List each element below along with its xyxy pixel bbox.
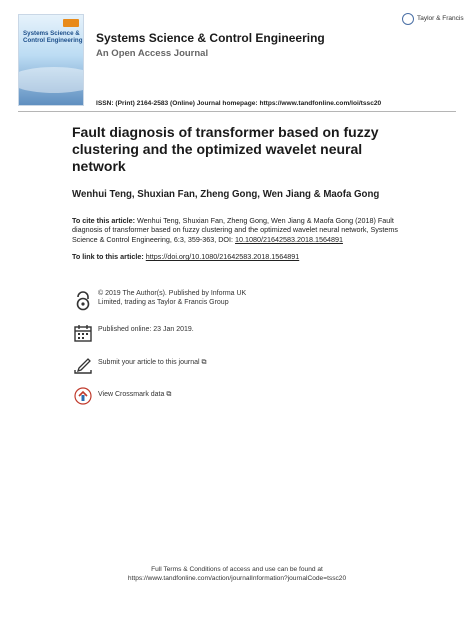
cover-title: Systems Science & Control Engineering [23,30,83,44]
footer [0,566,474,583]
journal-cover [18,14,84,106]
header-divider [18,111,456,112]
publisher-logo-text: Taylor & Francis [417,15,464,22]
footer-terms: Full Terms & Conditions of access and use can be found at [151,566,323,573]
article-link-line [72,252,299,261]
footer-terms-link[interactable]: https://www.tandfonline.com/action/journalInformation?journalCode=tssc20 [127,574,347,582]
cite-text: Wenhui Teng, Shuxian Fan, Zheng Gong, Wen Jiang & Maofa Gong (2018) Fault diagnosis of transformer based on fuzzy clustering and the optimized wavelet neural network, Systems Science & Control Engineering, 6:3, 359-363, DOI: [72,216,398,244]
publisher-logo [402,13,470,29]
license-text: © 2019 The Author(s). Published by Informa UK Limited, trading as Taylor & Francis Group [98,290,247,306]
citation [72,216,422,244]
crossmark-icon [72,386,94,408]
crossmark-link[interactable]: View Crossmark data ⧉ [98,391,172,398]
external-link-icon: ⧉ [201,359,207,366]
article-title: Fault diagnosis of transformer based on fuzzy clustering and the optimized wavelet neural network [72,124,379,174]
cite-label: To cite this article: [72,216,135,225]
issn-line [96,100,381,107]
cover-wave [18,67,84,93]
journal-title[interactable]: Systems Science & Control Engineering [96,31,325,45]
submit-icon [72,354,94,376]
article-authors: Wenhui Teng, Shuxian Fan, Zheng Gong, Wen Jiang & Maofa Gong [72,189,380,200]
article-url-link[interactable]: https://doi.org/10.1080/21642583.2018.1564891 [145,252,300,261]
link-label: To link to this article: [72,252,144,261]
doi-link[interactable]: 10.1080/21642583.2018.1564891 [235,234,343,244]
journal-homepage-link[interactable]: https://www.tandfonline.com/loi/tssc20 [259,100,382,107]
submit-article-link[interactable]: Submit your article to this journal ⧉ [98,359,207,366]
open-access-badge [63,19,79,27]
calendar-icon [72,322,94,344]
journal-subtitle: An Open Access Journal [96,48,209,59]
open-access-icon [72,290,94,312]
issn-label: ISSN: (Print) 2164-2583 (Online) Journal homepage: [96,100,258,107]
external-link-icon: ⧉ [166,391,172,398]
publisher-logo-icon [402,13,414,25]
published-date: Published online: 23 Jan 2019. [98,326,194,333]
